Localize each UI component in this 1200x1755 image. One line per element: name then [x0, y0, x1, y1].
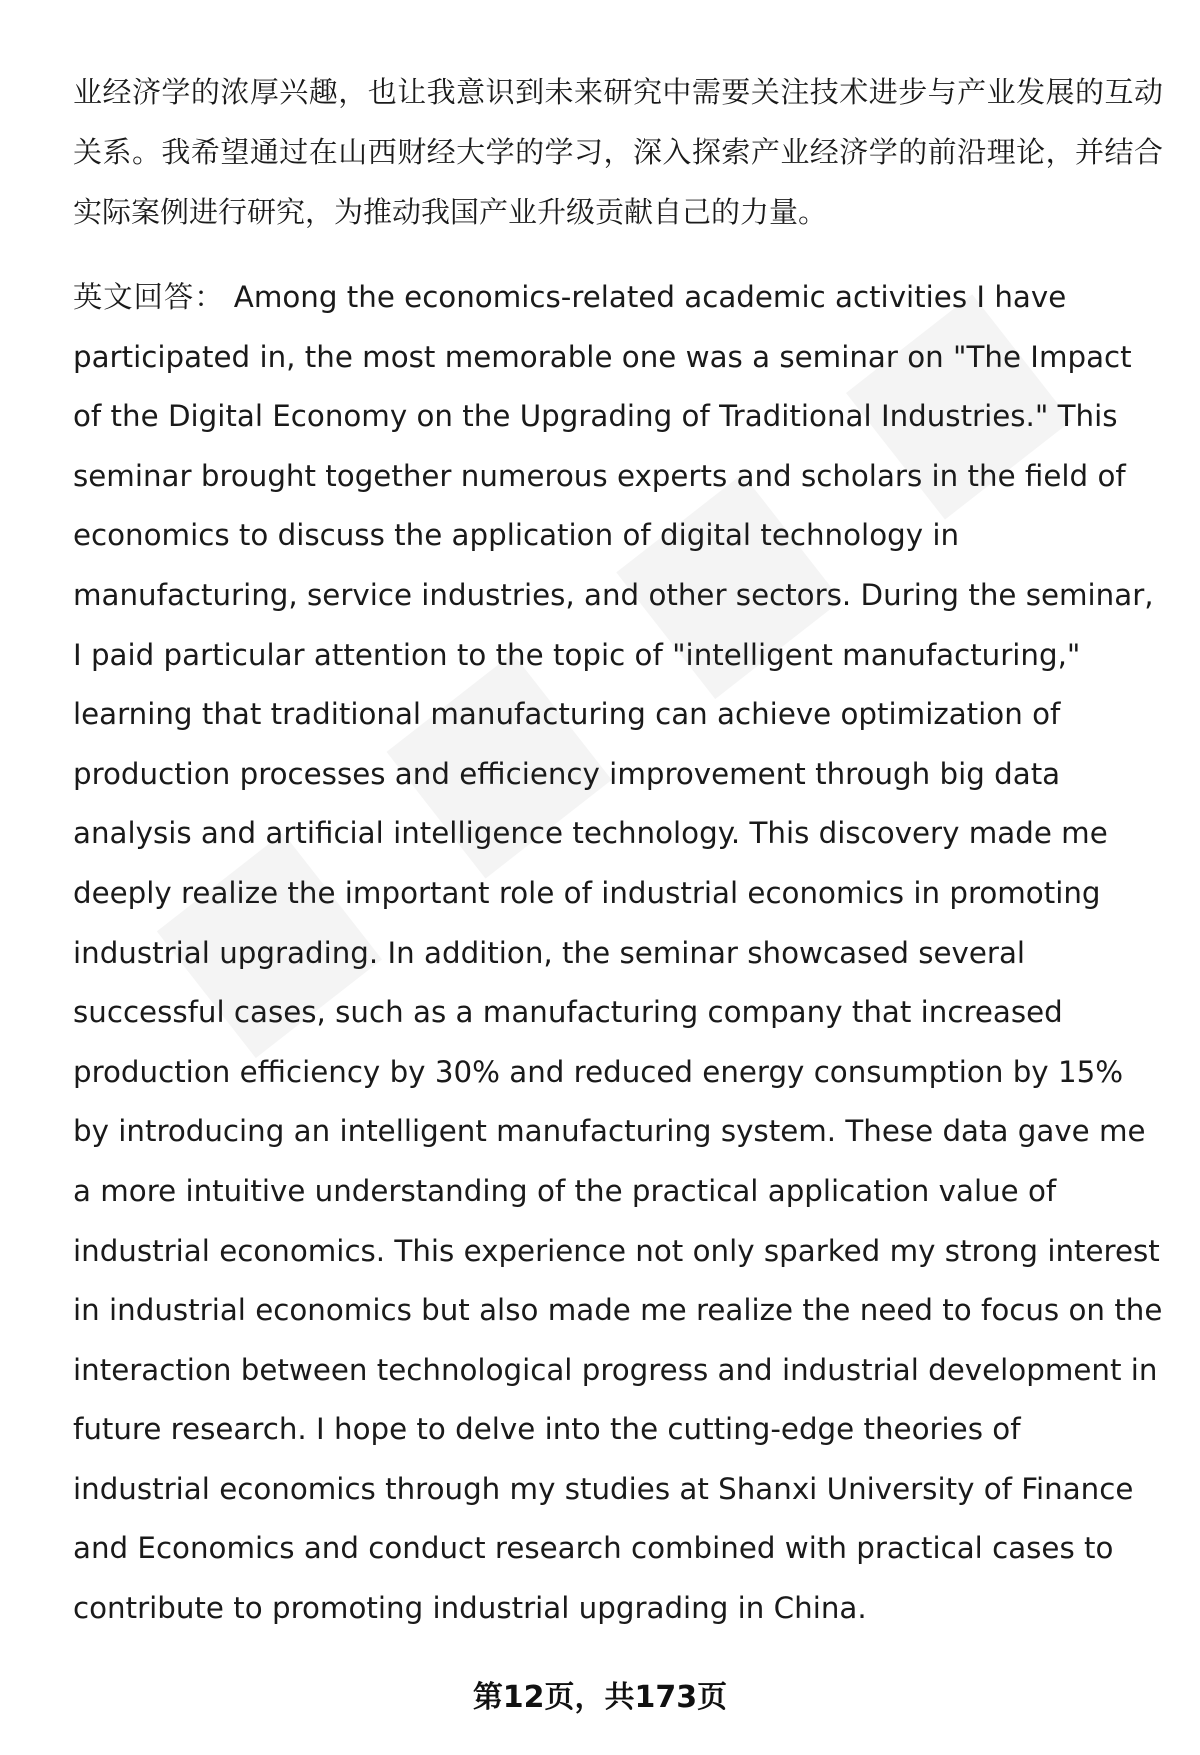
english-answer-paragraph: [73, 268, 1165, 1639]
chinese-paragraph: 业经济学的浓厚兴趣，也让我意识到未来研究中需要关注技术进步与产业发展的互动关系。我希望通过在山西财经大学的学习，深入探索产业经济学的前沿理论，并结合实际案例进行研究，为推动我国产业升级贡献自己的力量。: [73, 75, 1163, 229]
english-answer-label: 英文回答：: [73, 280, 225, 314]
english-answer-text: Among the economics-related academic activities I have participated in, the most memorable one was a seminar on "The Impact of the Digital Economy on the Upgrading of Traditional Industries." This seminar brought together numerous experts and scholars in the field of economics to discuss the application of digital technology in manufacturing, service industries, and other sectors. During the seminar, I paid particular attention to the topic of "intelligent manufacturing," learning that traditional manufacturing can achieve optimization of production processes and efficiency improvement through big data analysis and artificial intelligence technology. This discovery made me deeply realize the important role of industrial economics in promoting industrial upgrading. In addition, the seminar showcased several successful cases, such as a manufacturing company that increased production efficiency by 30% and reduced energy consumption by 15% by introducing an intelligent manufacturing system. These data gave me a more intuitive understanding of the practical application value of industrial economics. This experience not only sparked my strong interest in industrial economics but also made me realize the need to focus on the interaction between technological progress and industrial development in future research. I hope to delve into the cutting-edge theories of industrial economics through my studies at Shanxi University of Finance and Economics and conduct research combined with practical cases to contribute to promoting industrial upgrading in China.: [73, 280, 1163, 1626]
page-number: 第12页，共173页: [472, 1680, 728, 1715]
